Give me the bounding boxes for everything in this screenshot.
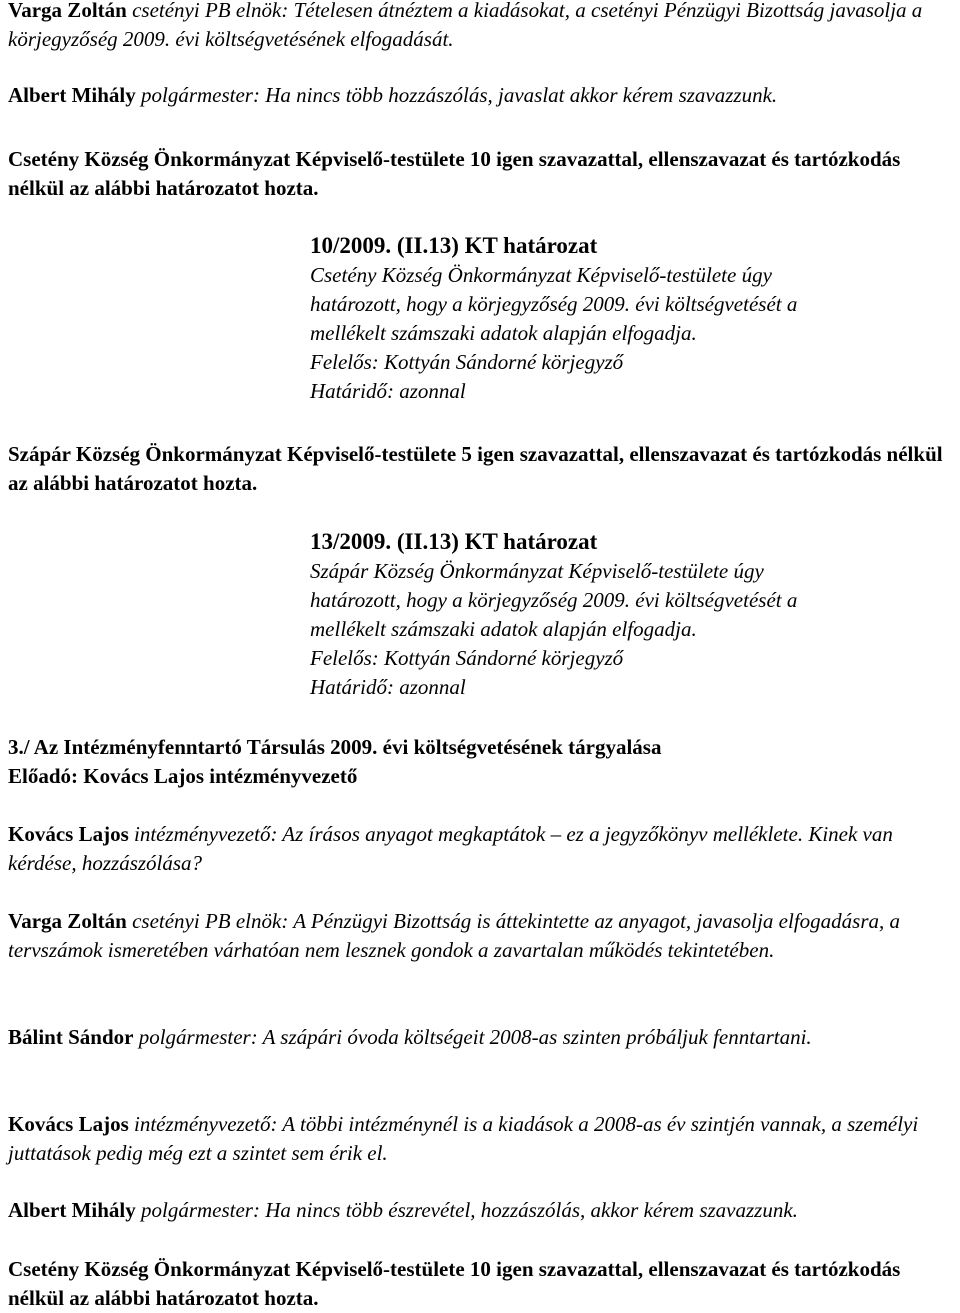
resolution-line: határozott, hogy a körjegyzőség 2009. évi költségvetését a	[310, 292, 798, 316]
resolution-responsible: Felelős: Kottyán Sándorné körjegyző	[310, 646, 624, 670]
statement-varga-1	[8, 0, 953, 54]
speaker-name: Varga Zoltán	[8, 0, 127, 22]
statement-albert-1	[8, 81, 953, 110]
statement-text: polgármester: Ha nincs több hozzászólás, javaslat akkor kérem szavazzunk.	[135, 83, 778, 107]
resolution-deadline: Határidő: azonnal	[310, 675, 466, 699]
vote-statement-csetenyi-2: Csetény Község Önkormányzat Képviselő-testülete 10 igen szavazattal, ellenszavazat és tartózkodás nélkül az alábbi határozatot hozta.	[8, 1257, 901, 1310]
resolution-line: határozott, hogy a körjegyzőség 2009. évi költségvetését a	[310, 588, 798, 612]
resolution-deadline: Határidő: azonnal	[310, 379, 466, 403]
resolution-title: 13/2009. (II.13) KT határozat	[310, 529, 598, 554]
resolution-13-2009	[8, 527, 958, 702]
agenda-item-3	[8, 733, 958, 791]
speaker-name: Albert Mihály	[8, 83, 136, 107]
speaker-name: Bálint Sándor	[8, 1025, 134, 1049]
resolution-line: Csetény Község Önkormányzat Képviselő-testülete úgy	[310, 263, 772, 287]
resolution-10-2009	[8, 231, 958, 406]
speaker-name: Varga Zoltán	[8, 909, 127, 933]
statement-albert-2	[8, 1196, 958, 1225]
vote-statement-csetenyi-1: Csetény Község Önkormányzat Képviselő-testülete 10 igen szavazattal, ellenszavazat és tartózkodás nélkül az alábbi határozatot hozta.	[8, 147, 901, 200]
statement-text: csetényi PB elnök: A Pénzügyi Bizottság is áttekintette az anyagot, javasolja elfogadásra, a tervszámok ismeretében várhatóan nem lesznek gondok a zavartalan működés tekintetében.	[8, 909, 901, 962]
resolution-line: Szápár Község Önkormányzat Képviselő-testülete úgy	[310, 559, 764, 583]
resolution-line: mellékelt számszaki adatok alapján elfogadja.	[310, 617, 697, 641]
statement-kovacs-1	[8, 820, 898, 878]
statement-text: intézményvezető: Az írásos anyagot megkaptátok – ez a jegyzőkönyv melléklete. Kinek van kérdése, hozzászólása?	[8, 822, 893, 875]
speaker-name: Kovács Lajos	[8, 1112, 129, 1136]
agenda-heading: 3./ Az Intézményfenntartó Társulás 2009. évi költségvetésének tárgyalása	[8, 735, 662, 759]
speaker-name: Albert Mihály	[8, 1198, 136, 1222]
statement-varga-2	[8, 907, 953, 965]
statement-balint	[8, 1023, 898, 1052]
agenda-presenter: Előadó: Kovács Lajos intézményvezető	[8, 764, 358, 788]
statement-text: intézményvezető: A többi intézménynél is a kiadások a 2008-as év szintjén vannak, a személyi juttatások pedig még ezt a szintet sem érik el.	[8, 1112, 919, 1165]
statement-text: polgármester: A szápári óvoda költségeit 2008-as szinten próbáljuk fenntartani.	[133, 1025, 812, 1049]
resolution-title: 10/2009. (II.13) KT határozat	[310, 233, 598, 258]
resolution-line: mellékelt számszaki adatok alapján elfogadja.	[310, 321, 697, 345]
vote-statement-szapari: Szápár Község Önkormányzat Képviselő-testülete 5 igen szavazattal, ellenszavazat és tartózkodás nélkül az alábbi határozatot hozta.	[8, 442, 943, 495]
statement-text: polgármester: Ha nincs több észrevétel, hozzászólás, akkor kérem szavazzunk.	[135, 1198, 798, 1222]
speaker-name: Kovács Lajos	[8, 822, 129, 846]
statement-text: csetényi PB elnök: Tételesen átnéztem a kiadásokat, a csetényi Pénzügyi Bizottság javasolja a körjegyzőség 2009. évi költségvetésének elfogadását.	[8, 0, 923, 51]
statement-kovacs-2	[8, 1110, 928, 1168]
resolution-responsible: Felelős: Kottyán Sándorné körjegyző	[310, 350, 624, 374]
